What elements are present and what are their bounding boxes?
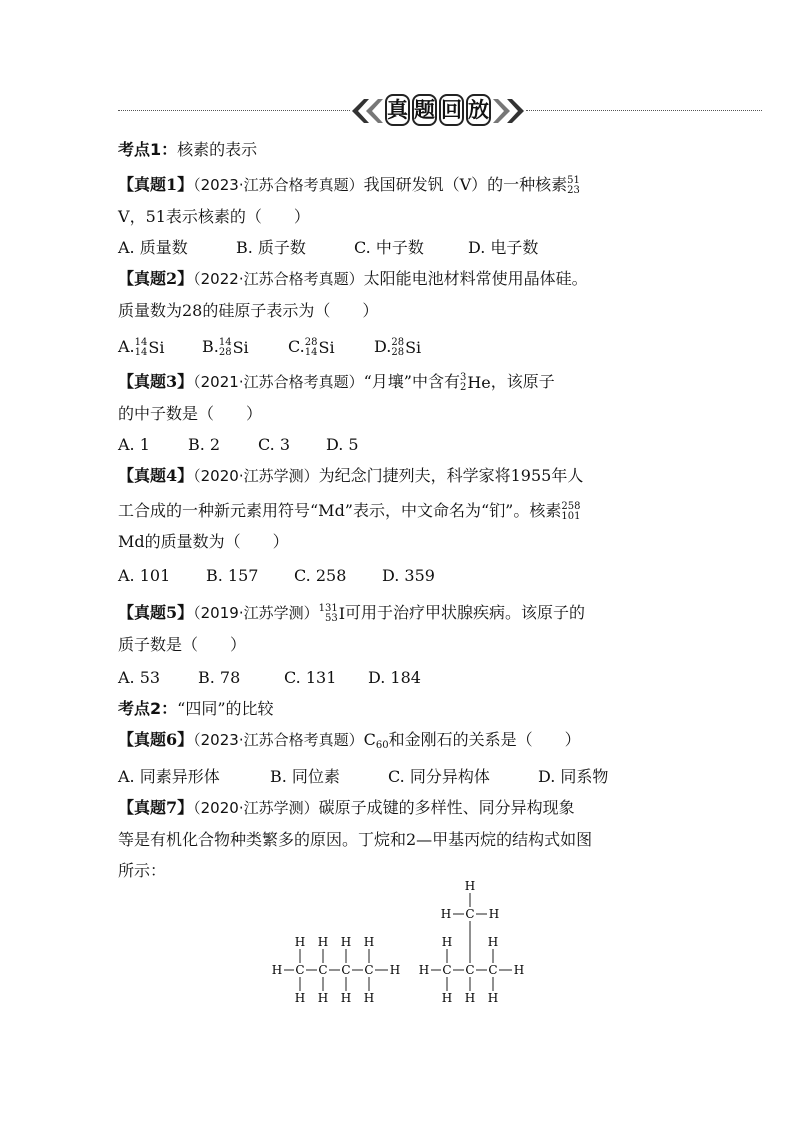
- double-chevron-left-icon: [350, 96, 386, 126]
- questions: [118, 134, 758, 886]
- question-5: [118, 597, 758, 629]
- question-text: 和金刚石的关系是（ ）: [388, 730, 581, 749]
- mass-number: 28: [391, 336, 405, 348]
- option-letter: C.: [288, 337, 305, 356]
- hydrogen-atom: H: [363, 935, 375, 949]
- banner-char: 题: [412, 94, 437, 126]
- question-4-cont: [118, 495, 758, 526]
- carbon-atom: C: [442, 963, 452, 977]
- question-2-options: [118, 331, 758, 362]
- option-b[interactable]: B. 质子数: [236, 238, 306, 257]
- question-label: 【真题7】: [118, 798, 194, 817]
- carbon-atom: C: [295, 963, 305, 977]
- option-a[interactable]: A. 质量数: [118, 238, 188, 257]
- mass-number: 14: [218, 336, 232, 348]
- question-7: [118, 792, 758, 824]
- question-source: （2023·江苏合格考真题）: [193, 176, 364, 194]
- banner-dotted-line-right: [526, 110, 762, 111]
- element-symbol: He: [467, 372, 491, 392]
- question-source: （2021·江苏合格考真题）: [193, 373, 364, 391]
- question-text: ，51表示核素的（ ）: [129, 207, 310, 226]
- hydrogen-atom: H: [317, 991, 329, 1005]
- section-banner: [118, 94, 762, 128]
- question-5-cont: [118, 629, 758, 660]
- hydrogen-atom: H: [464, 991, 476, 1005]
- option-a[interactable]: A. 53: [118, 668, 161, 687]
- question-text: 所示：: [118, 861, 167, 880]
- formula-subscript: 60: [375, 740, 389, 751]
- hydrogen-atom: H: [340, 991, 352, 1005]
- option-d[interactable]: D. 359: [382, 566, 435, 585]
- question-text: 的中子数是（ ）: [118, 404, 263, 423]
- option-b[interactable]: B. 2: [188, 435, 221, 454]
- question-label: 【真题2】: [118, 269, 194, 288]
- hydrogen-atom: H: [389, 963, 401, 977]
- option-a[interactable]: A. 101: [118, 566, 171, 585]
- question-label: 【真题3】: [118, 372, 194, 391]
- question-5-options: [118, 662, 758, 693]
- option-c[interactable]: C. 同分异构体: [388, 767, 490, 786]
- mass-number: 3: [459, 371, 467, 383]
- carbon-atom: C: [364, 963, 374, 977]
- question-text: “月壤”中含有: [363, 372, 460, 391]
- question-text: 等是有机化合物种类繁多的原因。丁烷和2—甲基丙烷的结构式如图: [118, 830, 593, 849]
- point-title: “四同”的比较: [177, 699, 274, 718]
- question-6: [118, 724, 758, 761]
- question-3: [118, 366, 758, 398]
- hydrogen-atom: H: [363, 991, 375, 1005]
- mass-number: 28: [304, 336, 318, 348]
- option-d[interactable]: D. 5: [326, 435, 359, 454]
- question-label: 【真题1】: [118, 175, 194, 194]
- option-d[interactable]: D. 同系物: [538, 767, 609, 786]
- option-d[interactable]: D. 184: [368, 668, 421, 687]
- banner-dotted-line-left: [118, 110, 350, 111]
- option-letter: B.: [202, 337, 219, 356]
- question-1: [118, 169, 758, 201]
- question-2-cont: [118, 295, 758, 326]
- double-chevron-right-icon: [490, 96, 526, 126]
- point-heading: [118, 134, 758, 165]
- option-a[interactable]: [118, 331, 202, 362]
- question-6-options: [118, 761, 758, 792]
- hydrogen-atom: H: [441, 991, 453, 1005]
- banner-char: 真: [385, 94, 410, 126]
- question-text: 质量数为28的硅原子表示为（ ）: [118, 301, 379, 320]
- atomic-number: 14: [134, 346, 148, 358]
- hydrogen-atom: H: [441, 935, 453, 949]
- question-source: （2020·江苏学测）: [193, 799, 319, 817]
- question-source: （2023·江苏合格考真题）: [193, 731, 364, 749]
- option-b[interactable]: B. 同位素: [270, 767, 340, 786]
- hydrogen-atom: H: [464, 879, 476, 893]
- atomic-number: 28: [218, 346, 232, 358]
- option-a[interactable]: A. 1: [118, 435, 150, 454]
- mass-number: 131: [318, 602, 338, 614]
- atomic-number: 2: [459, 381, 467, 393]
- element-symbol: V: [118, 207, 130, 226]
- option-c[interactable]: C. 131: [284, 668, 337, 687]
- atomic-number: 23: [567, 184, 580, 196]
- atomic-number: 14: [304, 346, 318, 358]
- hydrogen-atom: H: [487, 991, 499, 1005]
- question-label: 【真题4】: [118, 466, 194, 485]
- element-symbol: Si: [232, 337, 249, 357]
- carbon-atom: C: [488, 963, 498, 977]
- question-text: 我国研发钒（V）的一种核素: [363, 175, 568, 194]
- structural-formulas: [265, 878, 565, 1018]
- question-source: （2019·江苏学测）: [193, 604, 319, 622]
- carbon-atom: C: [465, 963, 475, 977]
- point-label: 考点1：: [118, 140, 178, 159]
- hydrogen-atom: H: [513, 963, 525, 977]
- hydrogen-atom: H: [294, 935, 306, 949]
- option-b[interactable]: B. 157: [206, 566, 259, 585]
- option-c[interactable]: C. 258: [294, 566, 347, 585]
- banner-char: 放: [466, 94, 491, 126]
- question-7-cont: [118, 824, 758, 855]
- option-d[interactable]: [374, 331, 421, 362]
- formula-symbol: C: [363, 730, 376, 749]
- hydrogen-atom: H: [488, 907, 500, 921]
- formula-c60: [364, 730, 389, 749]
- question-text: 碳原子成键的多样性、同分异构现象: [318, 798, 575, 817]
- carbon-atom: C: [318, 963, 328, 977]
- question-source: （2020·江苏学测）: [193, 467, 319, 485]
- option-c[interactable]: C. 中子数: [354, 238, 424, 257]
- point-title: 核素的表示: [177, 140, 258, 159]
- option-c[interactable]: C. 3: [258, 435, 291, 454]
- question-text: 质子数是（ ）: [118, 635, 247, 654]
- atomic-number: 53: [324, 612, 338, 624]
- atomic-number: 101: [561, 510, 581, 522]
- question-3-cont: [118, 398, 758, 429]
- option-letter: A.: [118, 337, 135, 356]
- hydrogen-atom: H: [487, 935, 499, 949]
- question-2: [118, 263, 758, 295]
- structural-formula-figure: [265, 878, 565, 1018]
- hydrogen-atom: H: [340, 935, 352, 949]
- option-b[interactable]: [202, 331, 288, 362]
- question-1-cont: [118, 201, 758, 232]
- option-letter: D.: [374, 337, 392, 356]
- hydrogen-atom: H: [418, 963, 430, 977]
- banner-char: 回: [439, 94, 464, 126]
- nuclide-md: [561, 502, 581, 522]
- element-symbol: Si: [405, 337, 422, 357]
- option-b[interactable]: B. 78: [198, 668, 241, 687]
- question-text: 为纪念门捷列夫，科学家将1955年人: [318, 466, 584, 485]
- option-d[interactable]: D. 电子数: [468, 238, 539, 257]
- question-label: 【真题6】: [118, 730, 194, 749]
- question-4-options: [118, 560, 758, 591]
- mass-number: 258: [561, 500, 581, 512]
- question-4-cont2: [118, 526, 758, 557]
- hydrogen-atom: H: [317, 935, 329, 949]
- question-text: 工合成的一种新元素用符号“Md”表示，中文命名为“钔”。核素: [118, 501, 562, 520]
- option-a[interactable]: A. 同素异形体: [118, 767, 220, 786]
- element-symbol: Si: [318, 337, 335, 357]
- question-text: ，该原子: [490, 372, 555, 391]
- nuclide-v: [567, 176, 581, 196]
- question-4: [118, 460, 758, 492]
- question-3-options: [118, 429, 758, 460]
- nuclide-he: [460, 373, 491, 393]
- element-symbol: I: [338, 603, 346, 623]
- mass-number: 51: [567, 174, 580, 186]
- question-text: 太阳能电池材料常使用晶体硅。: [363, 269, 588, 288]
- hydrogen-atom: H: [271, 963, 283, 977]
- hydrogen-atom: H: [440, 907, 452, 921]
- mass-number: 14: [134, 336, 148, 348]
- hydrogen-atom: H: [294, 991, 306, 1005]
- question-label: 【真题5】: [118, 603, 194, 622]
- question-source: （2022·江苏合格考真题）: [193, 270, 364, 288]
- carbon-atom: C: [465, 907, 475, 921]
- point-heading: [118, 693, 758, 724]
- banner-title: [388, 94, 488, 126]
- carbon-atom: C: [341, 963, 351, 977]
- question-text: Md的质量数为（ ）: [118, 532, 289, 551]
- element-symbol: Si: [148, 337, 165, 357]
- question-text: 可用于治疗甲状腺疾病。该原子的: [345, 603, 586, 622]
- option-c[interactable]: [288, 331, 374, 362]
- nuclide-i: [319, 604, 345, 624]
- question-1-options: [118, 232, 758, 263]
- point-label: 考点2：: [118, 699, 178, 718]
- atomic-number: 28: [391, 346, 405, 358]
